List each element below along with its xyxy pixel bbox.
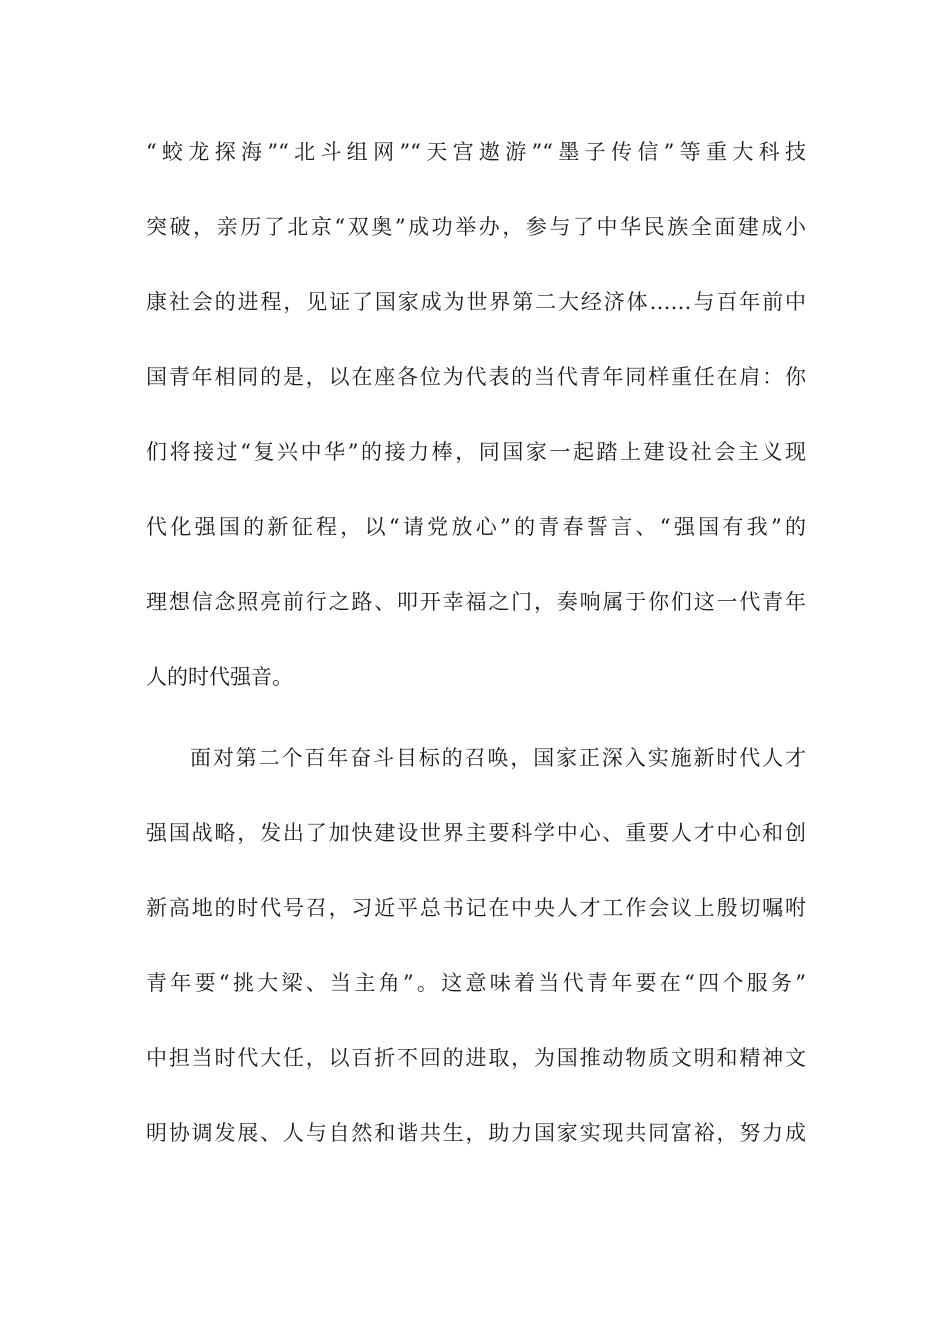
paragraph-2-line-4: 青年要“挑大梁、当主角”。这意味着当代青年要在“四个服务” [146, 971, 806, 995]
paragraph-2-line-3: 新高地的时代号召，习近平总书记在中央人才工作会议上殷切嘱咐 [146, 896, 806, 920]
paragraph-2-line-2: 强国战略，发出了加快建设世界主要科学中心、重要人才中心和创 [146, 821, 806, 845]
paragraph-2-line-1: 面对第二个百年奋斗目标的召唤，国家正深入实施新时代人才 [190, 746, 806, 770]
paragraph-1-line-7: 理想信念照亮前行之路、叩开幸福之门，奏响属于你们这一代青年 [146, 590, 806, 614]
paragraph-1-line-5: 们将接过“复兴中华”的接力棒，同国家一起踏上建设社会主义现 [146, 440, 806, 464]
paragraph-2-line-5: 中担当时代大任，以百折不回的进取，为国推动物质文明和精神文 [146, 1046, 806, 1070]
paragraph-1-line-6: 代化强国的新征程，以“请党放心”的青春誓言、“强国有我”的 [146, 515, 806, 539]
paragraph-1-line-3: 康社会的进程，见证了国家成为世界第二大经济体……与百年前中 [146, 290, 806, 314]
paragraph-2-line-6: 明协调发展、人与自然和谐共生，助力国家实现共同富裕，努力成 [146, 1121, 806, 1145]
paragraph-1-line-2: 突破，亲历了北京“双奥”成功举办，参与了中华民族全面建成小 [146, 215, 806, 239]
paragraph-1-line-4: 国青年相同的是，以在座各位为代表的当代青年同样重任在肩：你 [146, 365, 806, 389]
paragraph-1-line-1: “蛟龙探海”“北斗组网”“天宫遨游”“墨子传信”等重大科技 [146, 140, 806, 164]
paragraph-1-line-8: 人的时代强音。 [146, 665, 293, 689]
